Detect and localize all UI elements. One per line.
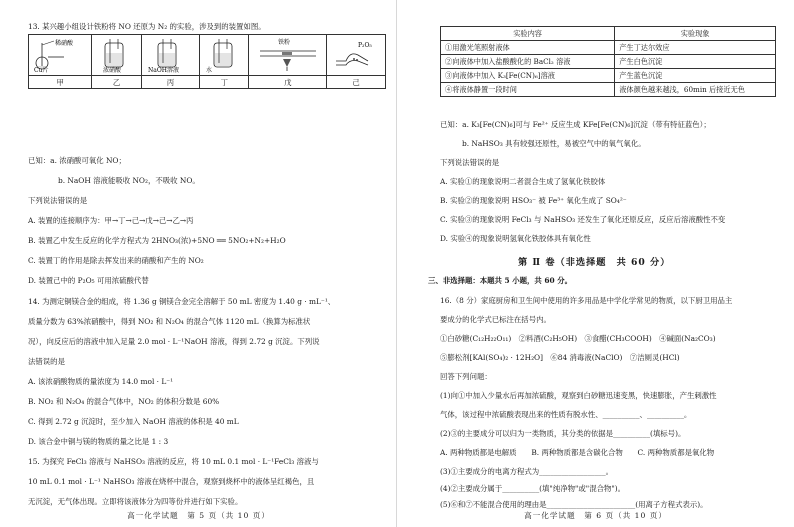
- right-page-footer: 高一化学试题 第 6 页（共 10 页）: [524, 511, 667, 520]
- q14-option-c: C. 得到 2.72 g 沉淀时，至少加入 NaOH 溶液的体积是 40 mL: [28, 417, 239, 426]
- q13-option-d: D. 装置己中的 P₂O₅ 可用浓硫酸代替: [28, 276, 149, 285]
- apparatus-figure: [28, 34, 386, 89]
- q15-option-b: B. 实验②的现象说明 HSO₃⁻ 被 Fe³⁺ 氧化生成了 SO₄²⁻: [440, 196, 627, 205]
- table-row: [441, 83, 776, 97]
- table-cell: 产生蓝色沉淀: [615, 69, 776, 83]
- label-p2o5: P₂O₅: [358, 42, 372, 49]
- label-cu-plate: Cu片: [34, 67, 49, 73]
- apparatus-name-jia: 甲: [29, 76, 92, 89]
- q16-line-1: 16.（8 分）家庭厨房和卫生间中使用的许多用品是中学化学常见的物质，以下厨卫用品主: [440, 296, 733, 305]
- label-iron-powder: 铁粉: [277, 39, 290, 46]
- apparatus-name-ji: 己: [327, 76, 386, 89]
- q14-line-1: 14. 为测定铜镁合金的组成，将 1.36 g 铜镁合金完全溶解于 50 mL 密度为 1.40 g · mL⁻¹、: [28, 297, 336, 306]
- apparatus-name-yi: 乙: [92, 76, 141, 89]
- apparatus-bing: [141, 35, 200, 76]
- apparatus-name-bing: 丙: [141, 76, 200, 89]
- table-cell: 液体颜色越来越浅，60min 后接近无色: [615, 83, 776, 97]
- q16-part-2: (2)③的主要成分可以归为一类物质，其分类的依据是__________(填标号)。: [440, 429, 686, 438]
- section-iii-heading: 三、非选择题：本题共 5 小题，共 60 分。: [428, 276, 572, 285]
- q13-option-b: B. 装置乙中发生反应的化学方程式为 2HNO₃(浓)+5NO ══ 5NO₂+N₂+H₂O: [28, 236, 286, 245]
- q14-line-2: 质量分数为 63%浓硝酸中，得到 NO₂ 和 N₂O₄ 的混合气体 1120 mL（换算为标准状: [28, 317, 311, 326]
- question-13-stem: 13. 某兴趣小组设计铁粉将 NO 还原为 N₂ 的实验，涉及到的装置如图。: [28, 22, 266, 31]
- table-cell: 产生白色沉淀: [615, 55, 776, 69]
- left-page-footer: 高一化学试题 第 5 页（共 10 页）: [127, 511, 270, 520]
- table-row: [441, 55, 776, 69]
- q16-part-2-options: A. 两种物质都是电解质 B. 两种物质都是含碳化合物 C. 两种物质都是氧化物: [440, 448, 715, 457]
- table-header-phenomenon: 实验现象: [615, 27, 776, 41]
- table-cell: ④将液体静置一段时间: [441, 83, 615, 97]
- q16-items-1: ①白砂糖(C₁₂H₂₂O₁₁) ②料酒(C₂H₅OH) ③食醋(CH₃COOH) ④碱面(Na₂CO₃): [440, 334, 716, 343]
- q14-option-b: B. NO₂ 和 N₂O₄ 的混合气体中，NO₂ 的体积分数是 60%: [28, 397, 220, 406]
- apparatus-jia: [29, 35, 92, 76]
- apparatus-wu: [249, 35, 327, 76]
- label-conc-nitric-acid: 浓硝酸: [102, 67, 121, 73]
- q16-items-2: ⑤膨松剂[KAl(SO₄)₂ · 12H₂O] ⑥84 消毒液(NaClO) ⑦洁厕灵(HCl): [440, 353, 680, 362]
- q16-answer-prompt: 回答下列问题：: [440, 372, 492, 381]
- apparatus-name-ding: 丁: [200, 76, 249, 89]
- section-ii-title: 第 Ⅱ 卷（非选择题 共 60 分）: [518, 257, 671, 268]
- q13-option-a: A. 装置的连接顺序为：甲→丁→己→戊→己→乙→丙: [28, 216, 194, 225]
- q15-given-a: 已知：a. K₃[Fe(CN)₆]可与 Fe²⁺ 反应生成 KFe[Fe(CN)₆]沉淀（带有特征蓝色）；: [440, 120, 711, 129]
- apparatus-ding: [200, 35, 249, 76]
- table-cell: ②向液体中加入盐酸酸化的 BaCl₂ 溶液: [441, 55, 615, 69]
- q15-line-2: 10 mL 0.1 mol · L⁻¹ NaHSO₃ 溶液在烧杯中混合，观察到烧杯中的液体呈红褐色，且: [28, 477, 315, 486]
- label-naoh-solution: NaOH溶液: [148, 67, 180, 73]
- q14-line-3: 况），向反应后的溶液中加入足量 2.0 mol · L⁻¹NaOH 溶液，得到 2.72 g 沉淀。下列说: [28, 337, 320, 346]
- q15-option-a: A. 实验①的现象说明二者混合生成了氢氧化铁胶体: [440, 177, 606, 186]
- q15-ask: 下列说法错误的是: [440, 158, 500, 167]
- q16-part-3: (3)①主要成分的电离方程式为__________________。: [440, 467, 614, 476]
- q14-option-d: D. 该合金中铜与镁的物质的量之比是 1 : 3: [28, 437, 169, 446]
- q13-option-c: C. 装置丁的作用是除去挥发出来的硝酸和产生的 NO₂: [28, 256, 204, 265]
- q15-option-c: C. 实验③的现象说明 FeCl₃ 与 NaHSO₃ 还发生了氧化还原反应，反应后溶液酸性不变: [440, 215, 726, 224]
- q15-option-d: D. 实验④的现象说明氢氧化铁胶体具有氧化性: [440, 234, 591, 243]
- table-row: [441, 41, 776, 55]
- apparatus-name-wu: 戊: [249, 76, 327, 89]
- q14-option-a: A. 该浓硝酸物质的量浓度为 14.0 mol · L⁻¹: [28, 377, 174, 386]
- table-cell: 产生丁达尔效应: [615, 41, 776, 55]
- q16-part-4: (4)②主要成分属于__________(填"纯净物"或"混合物")。: [440, 484, 626, 493]
- label-dilute-nitric-acid: 稀硝酸: [55, 40, 74, 47]
- q15-line-1: 15. 为探究 FeCl₃ 溶液与 NaHSO₃ 溶液的反应，将 10 mL 0.1 mol · L⁻¹FeCl₃ 溶液与: [28, 457, 319, 466]
- apparatus-yi: [92, 35, 141, 76]
- q14-line-4: 法错误的是: [28, 357, 65, 366]
- q16-part-5: (5)⑥和⑦不能混合使用的理由是________________________(用离子方程式表示)。: [440, 500, 708, 509]
- q13-given-b: b. NaOH 溶液能吸收 NO₂，不吸收 NO。: [58, 176, 200, 185]
- q16-line-2: 要成分的化学式已标注在括号内。: [440, 315, 551, 324]
- q13-given-a: 已知：a. 浓硝酸可氧化 NO；: [28, 156, 126, 165]
- q13-ask: 下列说法错误的是: [28, 196, 88, 205]
- table-row: [441, 69, 776, 83]
- q16-part-1a: (1)向①中加入少量水后再加浓硫酸，观察到白砂糖迅速变黑，快速膨胀，产生刺激性: [440, 391, 717, 400]
- experiment-table: [440, 26, 776, 97]
- label-water: 水: [206, 67, 213, 73]
- q15-given-b: b. NaHSO₃ 具有较强还原性，易被空气中的氧气氧化。: [462, 139, 646, 148]
- q16-part-1b: 气体，该过程中浓硫酸表现出来的性质有脱水性、__________、__________。: [440, 410, 692, 419]
- table-header-content: 实验内容: [441, 27, 615, 41]
- apparatus-ji: [327, 35, 386, 76]
- table-cell: ③向液体中加入 K₃[Fe(CN)₆]溶液: [441, 69, 615, 83]
- table-cell: ①用激光笔照射液体: [441, 41, 615, 55]
- q15-line-3: 无沉淀，无气体出现。立即将该液体分为四等份并进行如下实验。: [28, 497, 243, 506]
